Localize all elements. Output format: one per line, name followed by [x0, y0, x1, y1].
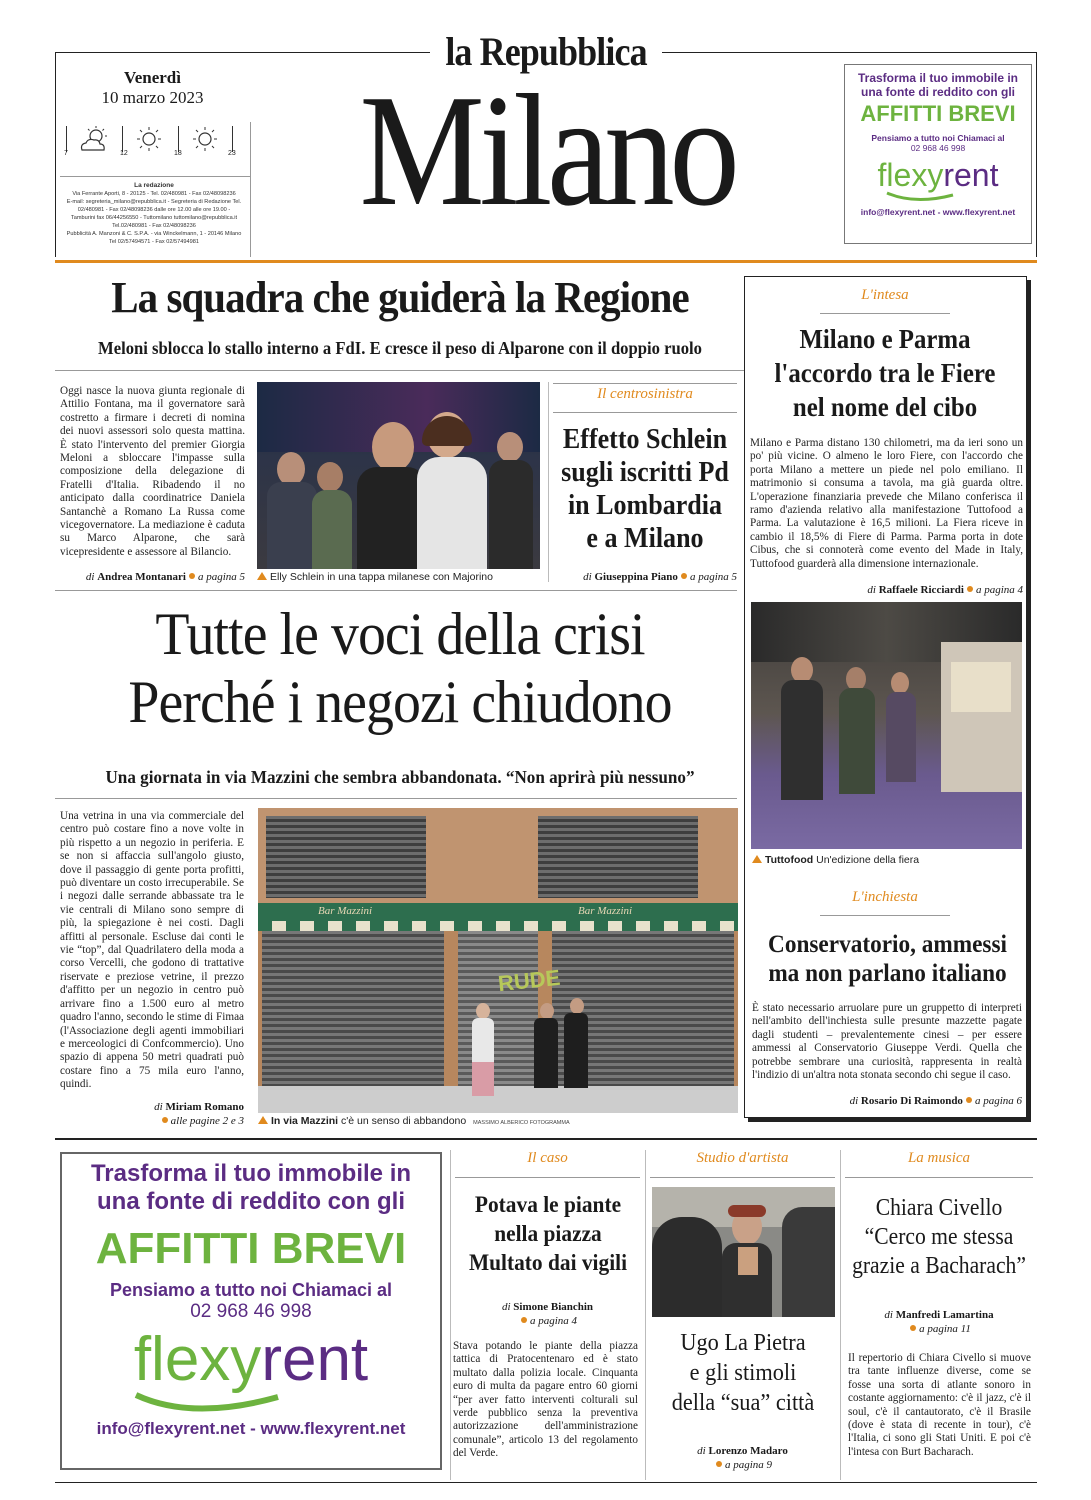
crisi-headline[interactable]: Tutte le voci della crisi Perché i negozi chiudono — [128, 601, 672, 735]
logo-swoosh-icon — [132, 1391, 282, 1415]
crisi-caption: In via Mazzini c'è un senso di abbandono MASSIMO ALBERICO FOTOGRAMMA — [258, 1115, 738, 1127]
conservatorio-body: È stato necessario arruolare pure un gruppetto di interpreti nell'ambito dell'inchiesta sulle presunte mazzette pagate dagli studenti – prevalentemente cinesi – per essere ammessi al Conservatorio Giuseppe Verdi. Quella che potrebbe sembrare una curiosità, rappresenta in realtà l'indizio di un'altra nota stonata secondo chi segue il caso. — [752, 1002, 1022, 1082]
conservatorio-kicker: L'inchiesta — [852, 889, 918, 905]
lead-photo-caption: Elly Schlein in una tappa milanese con Majorino — [257, 571, 547, 583]
sun-icon — [190, 126, 220, 152]
musica-body: Il repertorio di Chiara Civello si muove tra tante influenze diverse, come se fosse una sorta di atlante sonoro in costante aggiornamento: c'è il jazz, c'è il soul, c'è il cantautorato, c'è il Brasile (dove è stata di recente in tour), c'è l'Italia, ci sono gli Stati Uniti. E poi c'è l'intesa con Burt Bacharach. — [848, 1352, 1031, 1458]
ad-flexyrent-small[interactable]: Trasforma il tuo immobile in una fonte di reddito con gli AFFITTI BREVI Pensiamo a tutto noi Chiamaci al 02 968 46 998 flexyrent info@flexyrent.net - www.flexyrent.net — [844, 64, 1032, 244]
lead-subhead: Meloni sblocca lo stallo interno a FdI. E cresce il peso di Alparone con il doppio ruolo — [98, 338, 702, 358]
schlein-kicker: Il centrosinistra — [597, 386, 693, 402]
crisi-byline[interactable]: di Miriam Romano alle pagine 2 e 3 — [154, 1101, 244, 1127]
fiere-body: Milano e Parma distano 130 chilometri, ma da ieri sono un po' più vicine. O almeno le loro Fiere, con l'accordo che porta Milano a mettere un piede nel polo emiliano. Il matrimonio si consuma a tavola, ma già guarda oltre. L'operazione finanziaria prevede che Milano conferisca il ramo d'azienda relativo alla manifestazione Tuttofood a Parma. La valutazione è 16,5 milioni. La Fiera riceve in cambio il 18,5% di Fiere di Parma. Parma porta in dote Cibus, che si connoterà come evento del Made in Italy, Tuttofood guarderà alla dimensione internazionale. — [750, 437, 1023, 570]
flexyrent-logo: flexyrent — [133, 1325, 369, 1394]
fiere-headline[interactable]: Milano e Parma l'accordo tra le Fiere nel nome del cibo — [774, 324, 996, 422]
date-full: 10 marzo 2023 — [101, 88, 204, 107]
redazione-title: La redazione — [134, 182, 174, 189]
redazione-box: La redazione Via Ferrante Aporti, 8 - 20125 - Tel. 02/480981 - Fax 02/48098236 E-mail: segreteria_milano@repubblica.it - Segreteria di Redazione Tel. 02/480981 - Fax 02/48098236 dalle ore 12.00 alle ore 19.00 - Tamburini fax 06/44256550 - Tuttomilano tuttomilano@repubblica.it Tel.02/480981 - Fax 02/48098236 Pubblicità A. Manzoni & C. S.P.A. - via Winckelmann, 1 - 20146 Milano Tel 02/57494571 - Fax 02/57494981 — [60, 182, 248, 246]
caption-triangle-icon — [258, 1116, 268, 1124]
weather-strip: 7 12 18 23 — [64, 122, 244, 162]
studio-photo — [652, 1187, 835, 1317]
caption-triangle-icon — [752, 855, 762, 863]
ad-flexyrent-big[interactable]: Trasforma il tuo immobile in una fonte di reddito con gli AFFITTI BREVI Pensiamo a tutto noi Chiamaci al 02 968 46 998 flexyrent info@flexyrent.net - www.flexyrent.net — [60, 1152, 442, 1470]
schlein-headline[interactable]: Effetto Schlein sugli iscritti Pd in Lombardia e a Milano — [561, 424, 729, 554]
musica-kicker: La musica — [907, 1150, 971, 1166]
lead-body: Oggi nasce la nuova giunta regionale di Attilio Fontana, ma il governatore sarà costretto a firmare i decreti di nomina dei nuovi assessori solo questa mattina. È stato l'intervento del premier Giorgia Meloni a sbloccare l'impasse sulla composizione della delegazione di Fratelli d'Italia. Ribadendo il no anticipato dalla coordinatrice Daniela Santanchè a Romano La Russa come vicegovernatore. La mediazione è caduta su Marco Alparone, che sarà vicepresidente e assessore al Bilancio. — [60, 385, 245, 558]
lead-byline[interactable]: di Andrea Montanari a pagina 5 — [85, 571, 245, 583]
musica-byline[interactable]: di Manfredi Lamartina a pagina 11 — [884, 1309, 994, 1335]
bottom-rule — [55, 1138, 1037, 1140]
crisi-subhead: Una giornata in via Mazzini che sembra abbandonata. “Non aprirà più nessuno” — [105, 767, 695, 787]
caso-byline[interactable]: di Simone Bianchin a pagina 4 — [501, 1301, 594, 1327]
conservatorio-byline[interactable]: di Rosario Di Raimondo a pagina 6 — [849, 1095, 1022, 1107]
fiere-photo — [751, 602, 1022, 849]
conservatorio-headline[interactable]: Conservatorio, ammessi ma non parlano italiano — [768, 931, 1007, 987]
studio-headline[interactable]: Ugo La Pietra e gli stimoli della “sua” città — [671, 1330, 815, 1416]
photo-credit: MASSIMO ALBERICO FOTOGRAMMA — [473, 1120, 570, 1126]
fiere-caption: Tuttofood Un'edizione della fiera — [752, 854, 1022, 866]
lead-headline[interactable]: La squadra che guiderà la Regione — [111, 273, 689, 322]
studio-byline[interactable]: di Lorenzo Madaro a pagina 9 — [697, 1445, 788, 1471]
date-day: Venerdì — [124, 68, 181, 87]
sun-cloud-icon — [76, 124, 112, 154]
schlein-byline[interactable]: di Giuseppina Piano a pagina 5 — [583, 571, 737, 583]
crisi-photo: Bar Mazzini Bar Mazzini RUDE — [258, 808, 738, 1113]
orange-rule — [55, 260, 1037, 263]
lead-photo — [257, 382, 540, 569]
musica-headline[interactable]: Chiara Civello “Cerco me stessa grazie a Bacharach” — [852, 1195, 1026, 1279]
caso-body: Stava potando le piante della piazza tattica di Pratocentenaro ed è stato multato dalla polizia locale. Cinquanta euro di multa da pagare entro 60 giorni “per aver fatto interventi colturali sul verde pubblico senza la preventiva autorizzazione dell'amministrazione comunale”, articolo 13 del regolamento del Verde. — [453, 1340, 638, 1460]
caption-triangle-icon — [257, 572, 267, 580]
fiere-byline[interactable]: di Raffaele Ricciardi a pagina 4 — [867, 584, 1023, 596]
crisi-body: Una vetrina in una via commerciale del centro può costare fino a nove volte in più rispetto a un negozio in periferia. E se non si affaccia sull'angolo giusto, dove il passaggio di gente porta profitti, può diventare un costo irrecuperabile. Se i negozi dalle serrande abbassate tra le vie centrali di Milano sono sempre di più, la spiegazione è nei costi. Dagli affitti al personale. Escluse dai conti le vie “top”, dal Quadrilatero della moda a corso Vercelli, che godono di trattative riservate e preziose vetrine, il prezzo d'affitto per un negozio in centro può arrivare fino a 1.500 euro al metro quadro l'anno, secondo le stime di Fimaa (l'Associazione degli agenti immobiliari e merceologici di Confcommercio). Uno spazio di appena 50 metri quadrati può costare fino a 75 mila euro l'anno, quindi. — [60, 810, 244, 1091]
flexyrent-logo: flexyrent — [877, 157, 999, 193]
caso-kicker: Il caso — [527, 1150, 568, 1166]
fiere-kicker: L'intesa — [861, 287, 909, 303]
brand-logo[interactable]: la Repubblica — [445, 29, 647, 74]
sun-icon — [134, 126, 164, 152]
caso-headline[interactable]: Potava le piante nella piazza Multato dai vigili — [468, 1192, 628, 1275]
edition-title: Milano — [359, 61, 735, 239]
studio-kicker: Studio d'artista — [696, 1150, 789, 1166]
